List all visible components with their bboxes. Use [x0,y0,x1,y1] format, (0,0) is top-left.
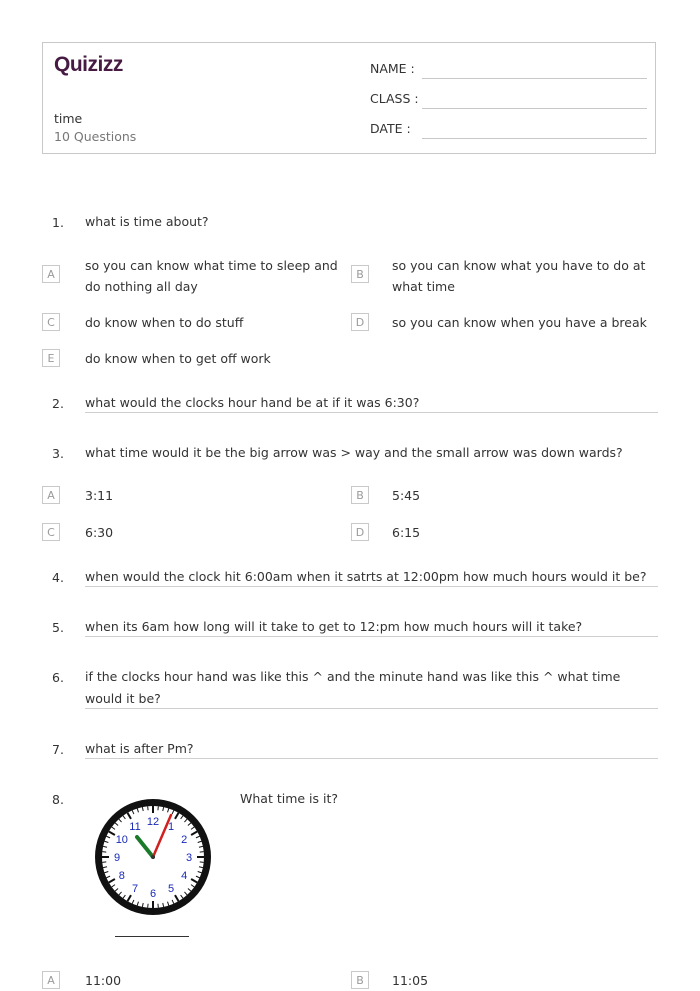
clock-numeral: 4 [181,870,187,882]
quizizz-logo: Quizizz [54,53,123,77]
question-number: 7. [52,742,64,757]
option-letter[interactable]: E [42,349,60,367]
answer-line[interactable] [85,758,658,759]
answer-line[interactable] [85,636,658,637]
answer-line[interactable] [85,708,658,709]
option-text: so you can know what you have to do at what time [392,255,660,297]
clock-numeral: 2 [181,834,187,846]
question-number: 2. [52,396,64,411]
option-text: do know when to do stuff [85,312,347,333]
question-text: What time is it? [240,788,540,810]
date-field[interactable] [422,138,647,139]
question-count: 10 Questions [54,129,136,144]
clock-numeral: 12 [147,816,159,828]
clock-numeral: 10 [116,834,128,846]
option-letter[interactable]: A [42,486,60,504]
answer-line[interactable] [85,586,658,587]
option-text: 11:05 [392,970,428,991]
option-letter[interactable]: B [351,971,369,989]
option-text: so you can know when you have a break [392,312,667,333]
question-number: 1. [52,215,64,230]
clock-numeral: 8 [119,870,125,882]
clock-numeral: 11 [129,821,140,833]
option-letter[interactable]: B [351,265,369,283]
option-text: 3:11 [85,485,113,506]
clock-numeral: 1 [168,821,174,833]
clock-numeral: 5 [168,883,174,895]
date-label: DATE : [370,121,411,136]
option-letter[interactable]: A [42,265,60,283]
option-letter[interactable]: C [42,523,60,541]
question-text: when would the clock hit 6:00am when it satrts at 12:00pm how much hours would it be? [85,566,665,588]
answer-line[interactable] [115,936,189,937]
option-text: 11:00 [85,970,121,991]
option-letter[interactable]: B [351,486,369,504]
class-field[interactable] [422,108,647,109]
question-text: what is time about? [85,211,665,233]
class-label: CLASS : [370,91,419,106]
worksheet-title: time [54,111,82,126]
option-letter[interactable]: A [42,971,60,989]
option-text: 6:30 [85,522,113,543]
answer-line[interactable] [85,412,658,413]
question-text: what is after Pm? [85,738,665,760]
clock-numeral: 3 [186,852,192,864]
question-number: 5. [52,620,64,635]
question-number: 6. [52,670,64,685]
clock-image [92,796,214,918]
question-number: 3. [52,446,64,461]
option-text: so you can know what time to sleep and do nothing all day [85,255,347,297]
option-text: do know when to get off work [85,348,347,369]
question-text: what time would it be the big arrow was > way and the small arrow was down wards? [85,442,665,464]
clock-numeral: 7 [132,883,138,895]
question-text: what would the clocks hour hand be at if it was 6:30? [85,392,665,414]
name-label: NAME : [370,61,415,76]
option-letter[interactable]: C [42,313,60,331]
question-number: 8. [52,792,64,807]
question-text: if the clocks hour hand was like this ^ and the minute hand was like this ^ what time would it be? [85,666,645,710]
question-text: when its 6am how long will it take to get to 12:pm how much hours will it take? [85,616,665,638]
option-letter[interactable]: D [351,313,369,331]
option-text: 5:45 [392,485,420,506]
option-letter[interactable]: D [351,523,369,541]
clock-numeral: 9 [114,852,120,864]
name-field[interactable] [422,78,647,79]
question-number: 4. [52,570,64,585]
clock-numeral: 6 [150,888,156,900]
option-text: 6:15 [392,522,420,543]
